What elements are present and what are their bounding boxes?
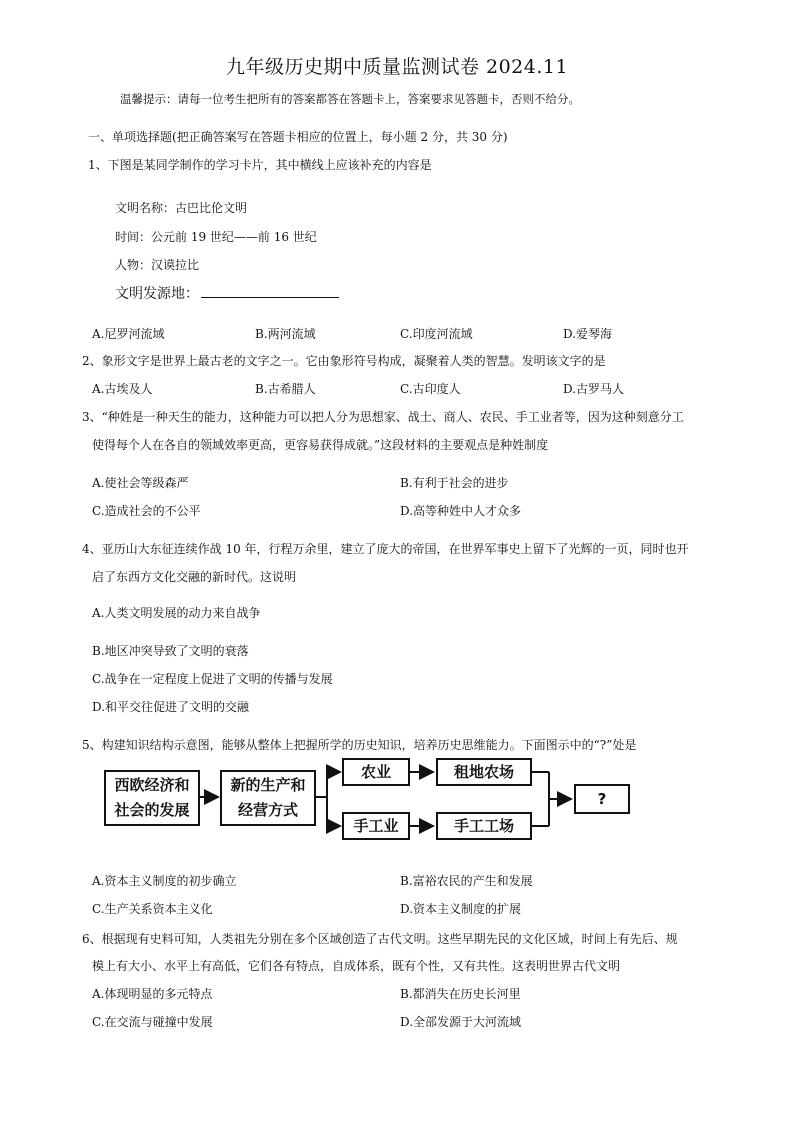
q6-option-d[interactable]: D.全部发源于大河流域: [400, 1015, 522, 1029]
q2-option-b[interactable]: B.古希腊人: [255, 382, 316, 396]
q2-option-a[interactable]: A.古埃及人: [92, 382, 153, 396]
q3-option-c[interactable]: C.造成社会的不公平: [92, 504, 201, 518]
question-6-stem-line1: 6、根据现有史料可知，人类祖先分别在多个区域创造了古代文明。这些早期先民的文化区域，时间上有先后、规: [82, 932, 678, 946]
q4-option-d[interactable]: D.和平交往促进了文明的交融: [92, 700, 250, 714]
answer-blank: [201, 285, 339, 298]
question-4-stem-line2: 启了东西方文化交融的新时代。这说明: [92, 570, 297, 584]
q1-option-c[interactable]: C.印度河流域: [400, 327, 473, 341]
box-unknown: ?: [574, 784, 630, 814]
page-title: 九年级历史期中质量监测试卷 2024.11: [225, 56, 569, 78]
box2-line1: 新的生产和: [230, 776, 306, 794]
question-1-stem: 1、下图是某同学制作的学习卡片，其中横线上应该补充的内容是: [88, 158, 432, 172]
q6-option-b[interactable]: B.都消失在历史长河里: [400, 987, 521, 1001]
box-agriculture: 农业: [342, 758, 410, 786]
card-time: 时间：公元前 19 世纪——前 16 世纪: [115, 230, 317, 244]
q6-option-c[interactable]: C.在交流与碰撞中发展: [92, 1015, 213, 1029]
question-4-stem-line1: 4、亚历山大东征连续作战 10 年，行程万余里，建立了庞大的帝国，在世界军事史上留下了光辉的一页，同时也开: [82, 542, 689, 556]
question-3-stem-line2: 使得每个人在各自的领域效率更高，更容易获得成就。”这段材料的主要观点是种姓制度: [92, 438, 549, 452]
question-2-stem: 2、象形文字是世界上最古老的文字之一。它由象形符号构成，凝聚着人类的智慧。发明该文字的是: [82, 354, 606, 368]
section-title: 一、单项选择题(把正确答案写在答题卡相应的位置上，每小题 2 分，共 30 分): [88, 130, 508, 144]
q5-option-c[interactable]: C.生产关系资本主义化: [92, 902, 213, 916]
q2-option-d[interactable]: D.古罗马人: [563, 382, 625, 396]
question-5-stem: 5、构建知识结构示意图，能够从整体上把握所学的历史知识，培养历史思维能力。下面图示中的“?”处是: [82, 738, 637, 752]
q1-option-a[interactable]: A.尼罗河流域: [92, 327, 165, 341]
exam-tip: 温馨提示：请每一位考生把所有的答案都答在答题卡上，答案要求见答题卡，否则不给分。: [120, 92, 580, 106]
card-person: 人物：汉谟拉比: [115, 258, 200, 272]
q6-option-a[interactable]: A.体现明显的多元特点: [92, 987, 213, 1001]
card-origin: [115, 283, 339, 303]
card-origin-label: 文明发源地：: [115, 286, 199, 302]
q3-option-a[interactable]: A.使社会等级森严: [92, 476, 189, 490]
question-6-stem-line2: 模上有大小、水平上有高低，它们各有特点，自成体系，既有个性，又有共性。这表明世界古代文明: [92, 959, 621, 973]
q3-option-b[interactable]: B.有利于社会的进步: [400, 476, 509, 490]
q4-option-c[interactable]: C.战争在一定程度上促进了文明的传播与发展: [92, 672, 333, 686]
box-western-economy: [104, 770, 200, 826]
question-3-stem-line1: 3、“种姓是一种天生的能力，这种能力可以把人分为思想家、战士、商人、农民、手工业者等，因为这种刻意分工: [82, 410, 684, 424]
box-tenant-farm: 租地农场: [436, 758, 532, 786]
box-workshop: 手工工场: [436, 812, 532, 840]
q5-option-b[interactable]: B.富裕农民的产生和发展: [400, 874, 533, 888]
q2-option-c[interactable]: C.古印度人: [400, 382, 461, 396]
box2-line2: 经营方式: [237, 801, 298, 819]
q5-option-d[interactable]: D.资本主义制度的扩展: [400, 902, 522, 916]
q5-option-a[interactable]: A.资本主义制度的初步确立: [92, 874, 237, 888]
card-name: 文明名称：古巴比伦文明: [115, 201, 248, 215]
box-handicraft: 手工业: [342, 812, 410, 840]
q4-option-b[interactable]: B.地区冲突导致了文明的衰落: [92, 644, 249, 658]
q1-option-b[interactable]: B.两河流域: [255, 327, 316, 341]
q3-option-d[interactable]: D.高等种姓中人才众多: [400, 504, 522, 518]
q1-option-d[interactable]: D.爱琴海: [563, 327, 613, 341]
box1-line1: 西欧经济和: [114, 776, 190, 794]
box1-line2: 社会的发展: [114, 801, 190, 819]
box-new-production: [220, 770, 316, 826]
q4-option-a[interactable]: A.人类文明发展的动力来自战争: [92, 606, 261, 620]
